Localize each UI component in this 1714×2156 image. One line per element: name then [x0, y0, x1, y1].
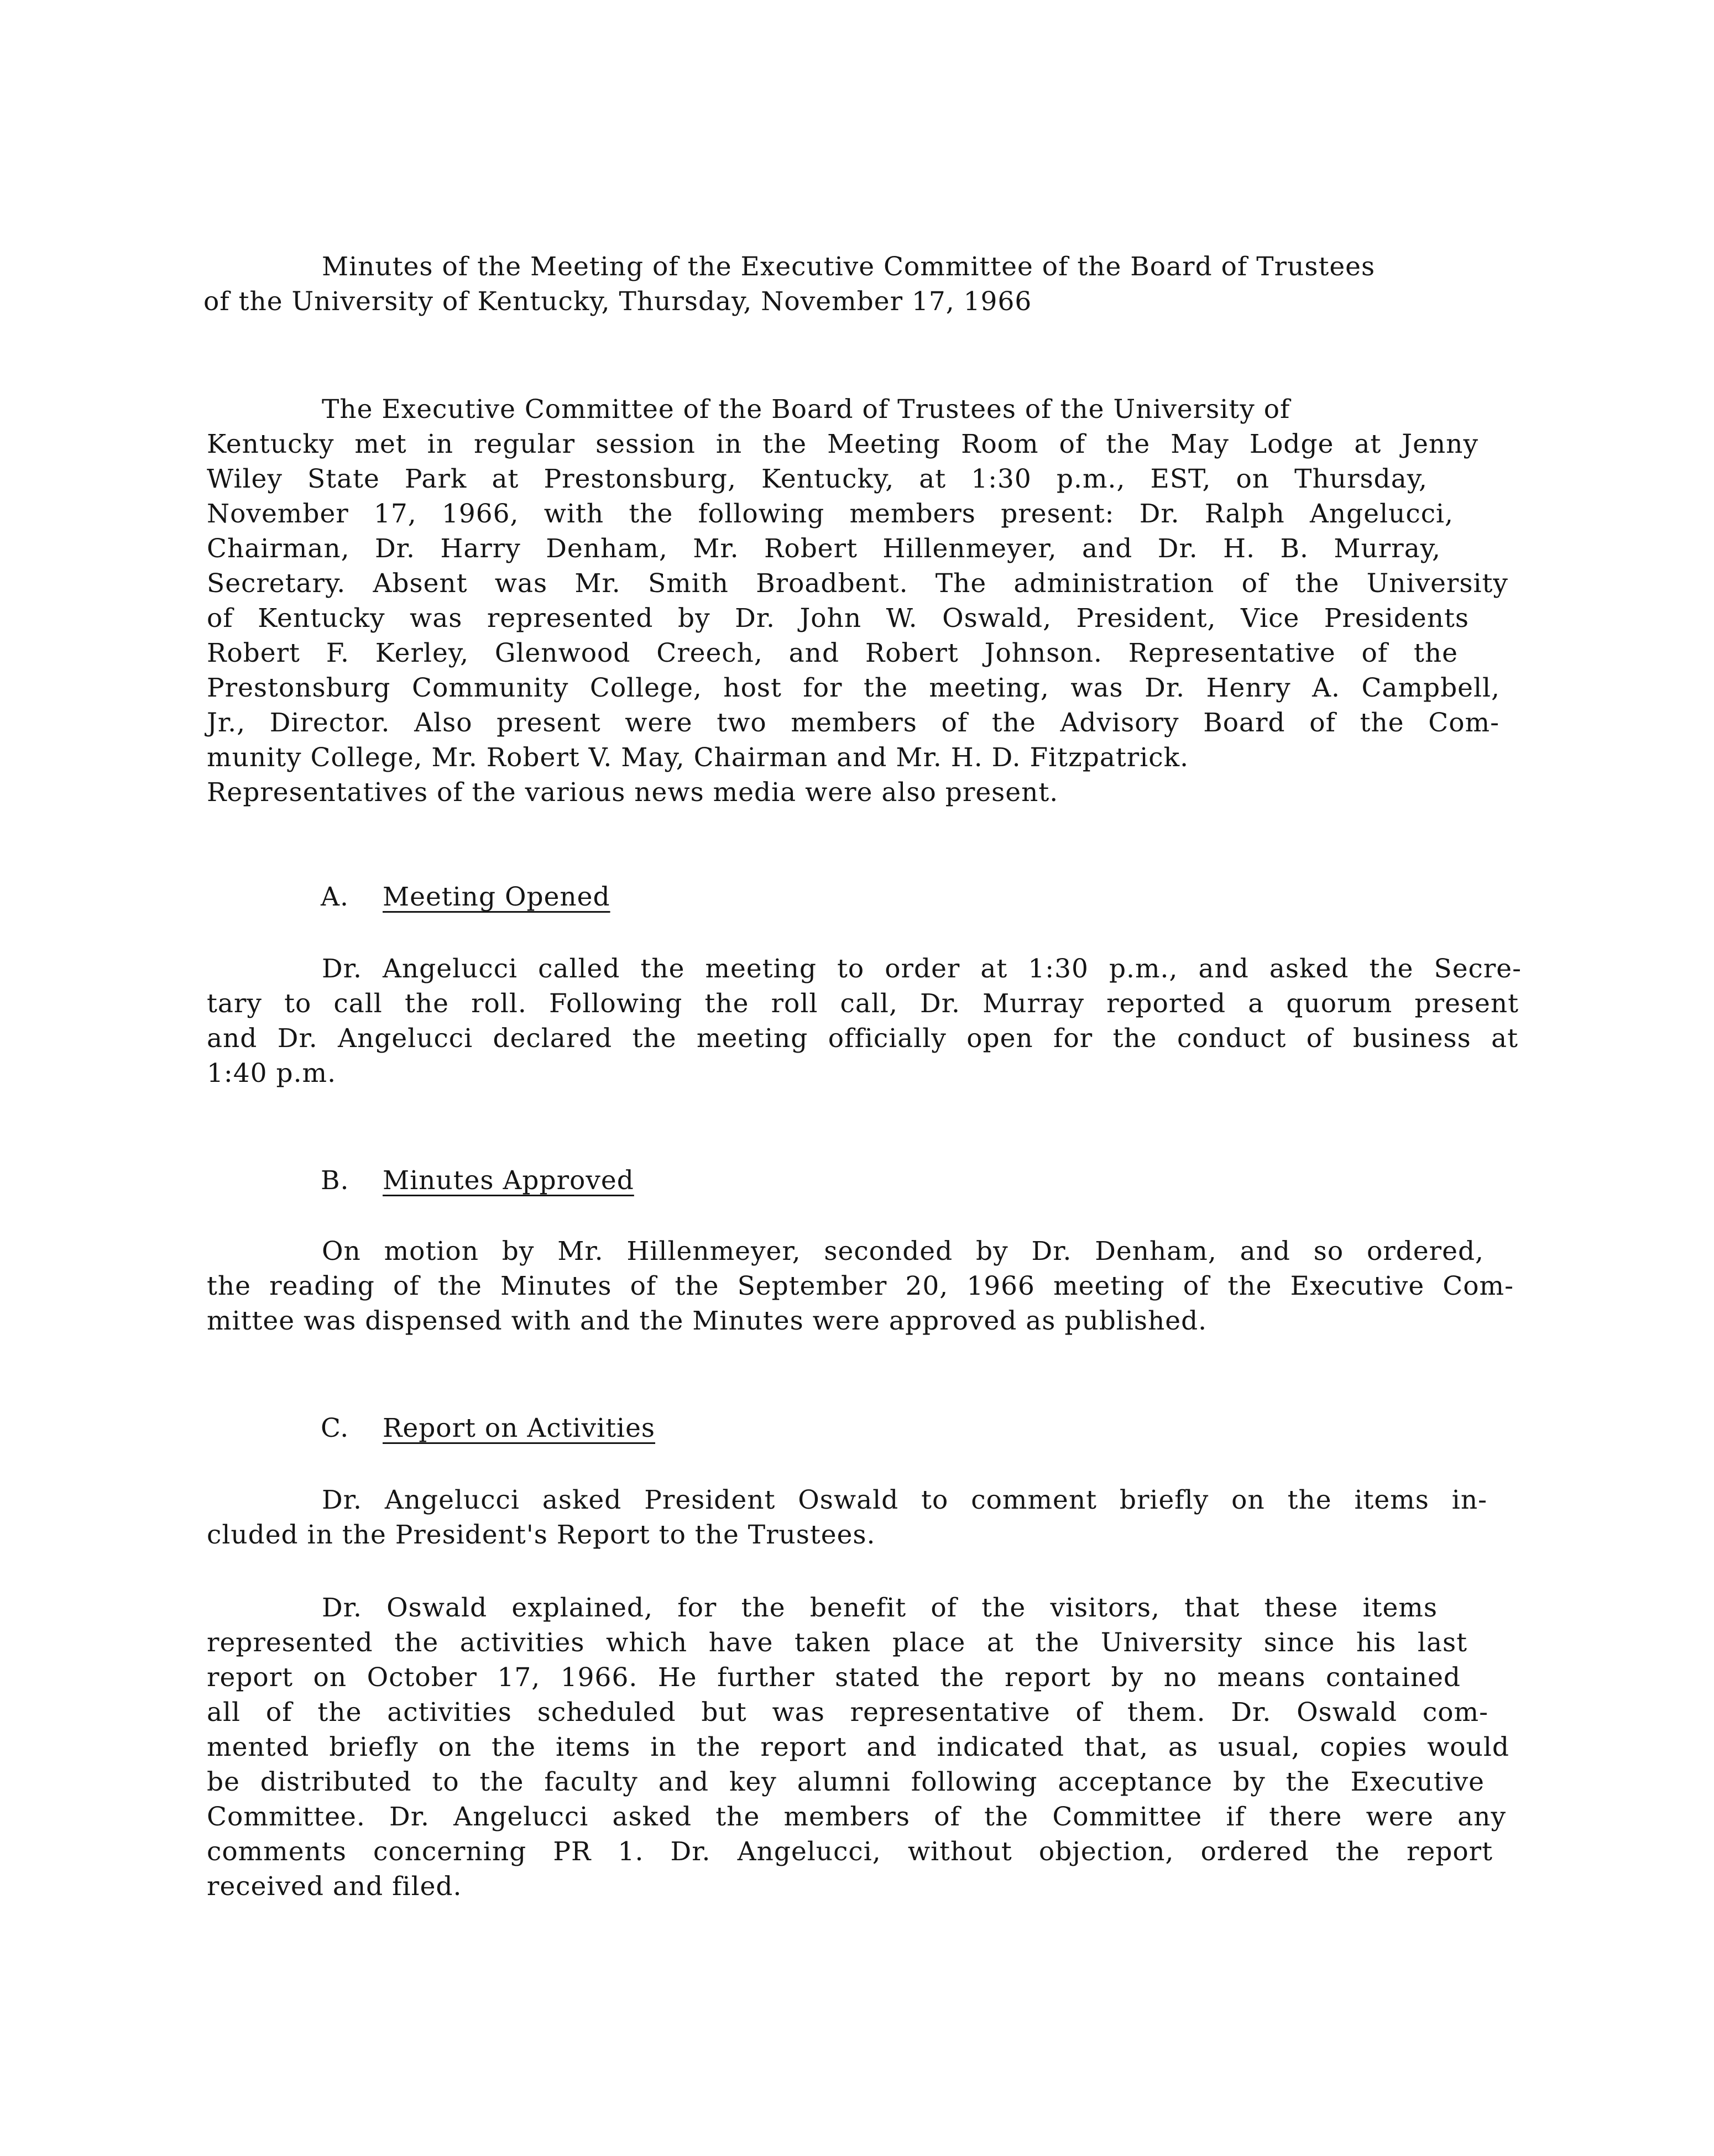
- text-line: Dr. Angelucci asked President Oswald to comment briefly on the items in-: [322, 1485, 1487, 1515]
- text-line: Dr. Oswald explained, for the benefit of the visitors, that these items: [322, 1593, 1438, 1623]
- section-heading: [321, 880, 610, 914]
- section-letter: B.: [321, 1165, 349, 1196]
- section-heading: [321, 1411, 655, 1446]
- title-line: Minutes of the Meeting of the Executive Committee of the Board of Trustees: [322, 252, 1376, 282]
- section-title: Minutes Approved: [383, 1165, 634, 1196]
- text-line: Chairman, Dr. Harry Denham, Mr. Robert Hillenmeyer, and Dr. H. B. Murray,: [207, 533, 1441, 564]
- text-line: report on October 17, 1966. He further stated the report by no means contained: [207, 1662, 1461, 1693]
- text-line: The Executive Committee of the Board of Trustees of the University of: [322, 394, 1290, 425]
- text-line: mented briefly on the items in the report and indicated that, as usual, copies would: [207, 1732, 1509, 1762]
- text-line: and Dr. Angelucci declared the meeting officially open for the conduct of business at: [207, 1023, 1518, 1054]
- title-line: of the University of Kentucky, Thursday, November 17, 1966: [203, 286, 1032, 317]
- section-title: Report on Activities: [383, 1413, 656, 1443]
- text-line: received and filed.: [207, 1871, 462, 1902]
- text-line: the reading of the Minutes of the September 20, 1966 meeting of the Executive Com-: [207, 1271, 1514, 1301]
- text-line: Jr., Director. Also present were two members of the Advisory Board of the Com-: [207, 708, 1499, 738]
- text-line: November 17, 1966, with the following members present: Dr. Ralph Angelucci,: [207, 499, 1454, 529]
- text-line: munity College, Mr. Robert V. May, Chairman and Mr. H. D. Fitzpatrick.: [207, 742, 1189, 773]
- text-line: of Kentucky was represented by Dr. John W. Oswald, President, Vice Presidents: [207, 603, 1469, 634]
- text-line: Kentucky met in regular session in the Meeting Room of the May Lodge at Jenny: [207, 429, 1478, 459]
- text-line: Representatives of the various news media were also present.: [207, 777, 1059, 808]
- section-letter: C.: [321, 1413, 349, 1443]
- text-line: comments concerning PR 1. Dr. Angelucci, without objection, ordered the report: [207, 1836, 1493, 1867]
- text-line: tary to call the roll. Following the roll call, Dr. Murray reported a quorum present: [207, 988, 1519, 1019]
- text-line: Secretary. Absent was Mr. Smith Broadbent. The administration of the University: [207, 568, 1508, 599]
- section-title: Meeting Opened: [383, 882, 610, 912]
- text-line: mittee was dispensed with and the Minutes were approved as published.: [207, 1306, 1208, 1336]
- text-line: Robert F. Kerley, Glenwood Creech, and Robert Johnson. Representative of the: [207, 638, 1458, 668]
- text-line: Prestonsburg Community College, host for the meeting, was Dr. Henry A. Campbell,: [207, 673, 1500, 703]
- text-line: Wiley State Park at Prestonsburg, Kentucky, at 1:30 p.m., EST, on Thursday,: [207, 464, 1428, 494]
- text-line: Committee. Dr. Angelucci asked the members of the Committee if there were any: [207, 1802, 1506, 1832]
- text-line: represented the activities which have taken place at the University since his last: [207, 1628, 1467, 1658]
- text-line: Dr. Angelucci called the meeting to order at 1:30 p.m., and asked the Secre-: [322, 954, 1522, 984]
- section-heading: [321, 1164, 634, 1198]
- text-line: all of the activities scheduled but was representative of them. Dr. Oswald com-: [207, 1697, 1488, 1728]
- text-line: cluded in the President's Report to the Trustees.: [207, 1520, 876, 1550]
- section-letter: A.: [321, 882, 349, 912]
- text-line: On motion by Mr. Hillenmeyer, seconded by Dr. Denham, and so ordered,: [322, 1236, 1484, 1267]
- text-line: be distributed to the faculty and key alumni following acceptance by the Executive: [207, 1767, 1485, 1797]
- text-line: 1:40 p.m.: [207, 1058, 337, 1089]
